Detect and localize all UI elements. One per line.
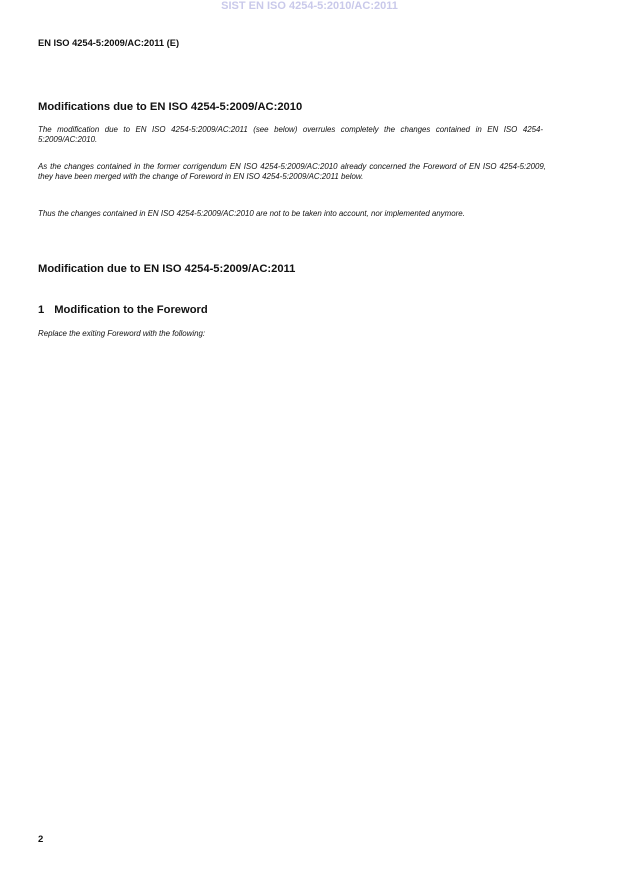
page-number: 2 [38, 834, 44, 845]
paragraph: Thus the changes contained in EN ISO 4254-5:2009/AC:2010 are not to be taken into account, nor implemented anymore. [38, 209, 465, 218]
instruction-text: Replace the exiting Foreword with the following: [38, 329, 206, 338]
subsection-title: Modification to the Foreword [54, 304, 208, 316]
section-heading: Modifications due to EN ISO 4254-5:2009/AC:2010 [38, 101, 303, 113]
subsection-heading [38, 304, 208, 316]
subsection-number: 1 [38, 304, 45, 316]
document-header: EN ISO 4254-5:2009/AC:2011 (E) [38, 38, 180, 48]
section-heading: Modification due to EN ISO 4254-5:2009/AC:2011 [38, 263, 296, 275]
watermark: SIST EN ISO 4254-5:2010/AC:2011 [221, 0, 398, 12]
paragraph: As the changes contained in the former corrigendum EN ISO 4254-5:2009/AC:2010 already concerned the Foreword of EN ISO 4254-5:2009, they have been merged with the change of Foreword in EN ISO 4254-5:2009/AC:2011 below. [38, 162, 546, 181]
paragraph: The modification due to EN ISO 4254-5:2009/AC:2011 (see below) overrules completely the changes contained in EN ISO 4254-5:2009/AC:2010. [38, 125, 543, 144]
